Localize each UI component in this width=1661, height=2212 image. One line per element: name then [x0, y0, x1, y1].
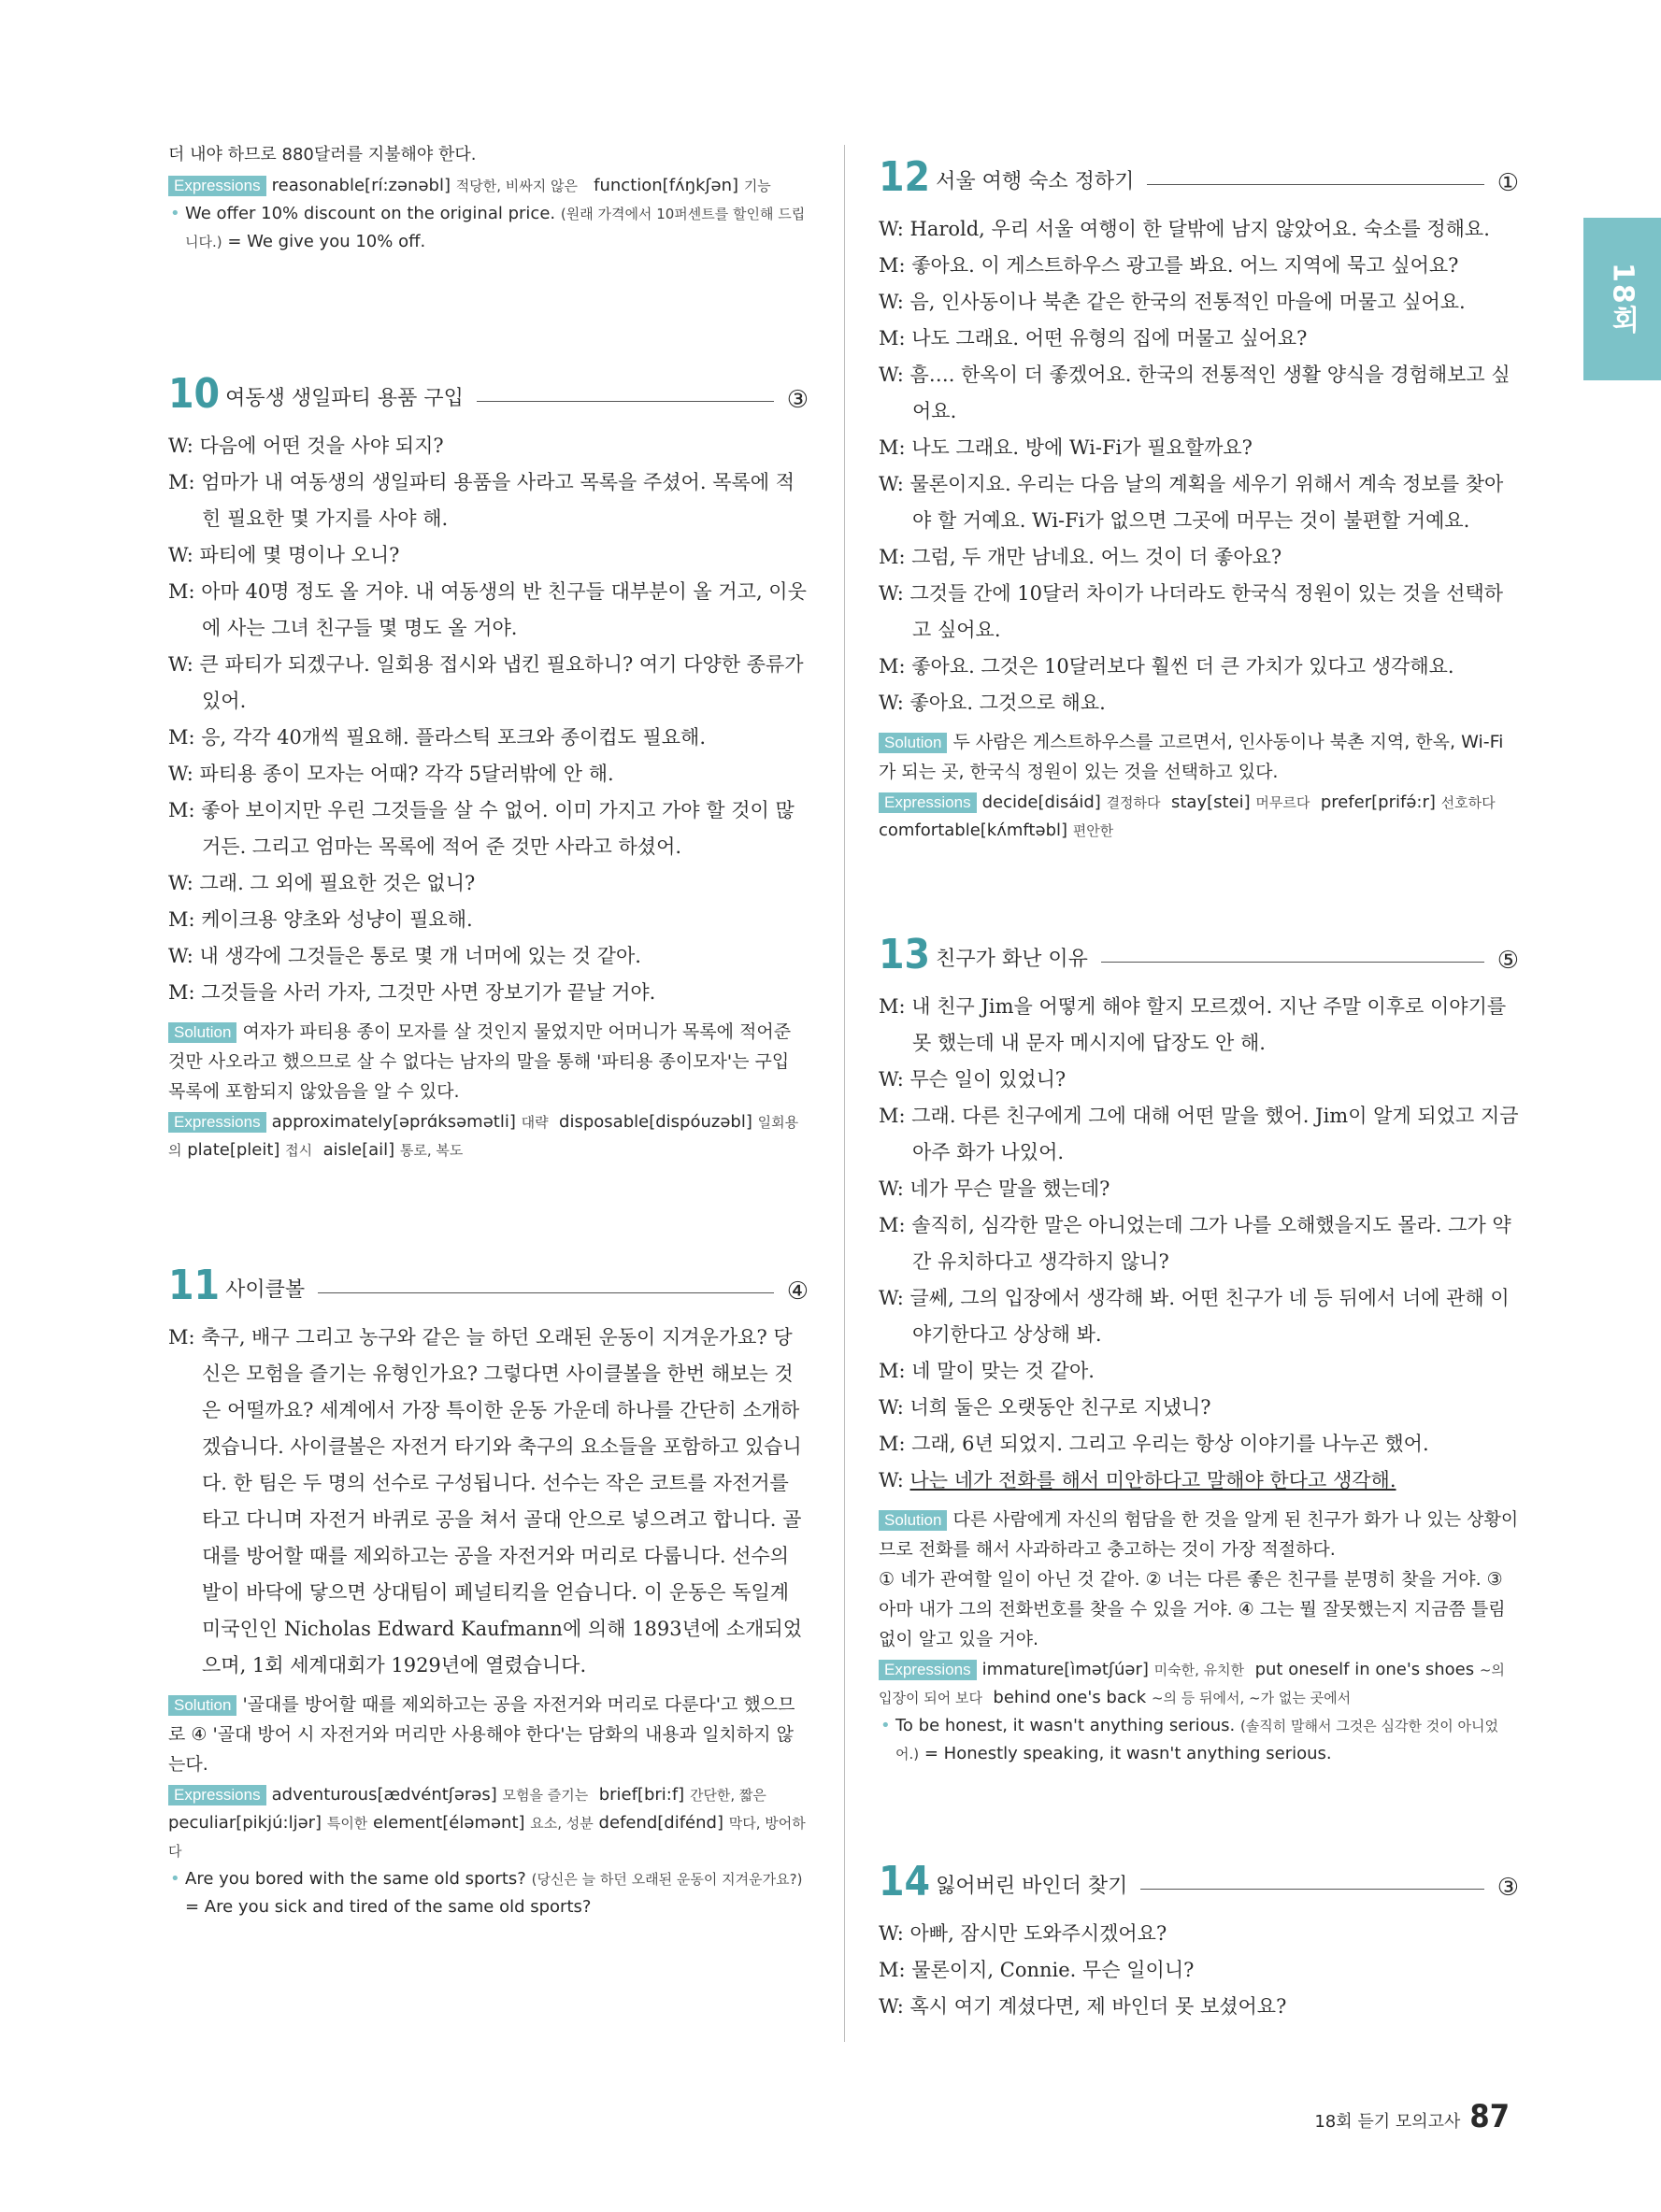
question-title: 여동생 생일파티 용품 구입 [225, 387, 464, 410]
solution-choices: ① 네가 관여할 일이 아닌 것 같아. ② 너는 다른 좋은 친구를 분명히 찾을 거야. ③ 아마 내가 그의 전화번호를 찾을 수 있을 거야. ④ 그는 뭘 잘못했는지 지금쯤 틀림없이 알고 있을 거야. [879, 1569, 1506, 1649]
expr-term: peculiar[pikjú:ljər] [168, 1813, 322, 1833]
dialogue-line: M: 좋아 보이지만 우린 그것들을 살 수 없어. 이미 가지고 가야 할 것이 많거든. 그리고 엄마는 목록에 적어 준 것만 사라고 하셨어. [168, 799, 795, 858]
bullet-0 [168, 200, 809, 256]
bullet-en: Are you bored with the same old sports? [185, 1869, 526, 1889]
page-footer [1314, 2098, 1510, 2135]
expr-term: put oneself in one's shoes [1254, 1660, 1475, 1679]
expr-term: reasonable[rí:zənəbl] [271, 176, 451, 195]
bullet-en: We offer 10% discount on the original price. [185, 204, 556, 223]
dialogue-line: M: 그럼, 두 개만 남네요. 어느 것이 더 좋아요? [879, 546, 1282, 568]
expr-term: brief[bri:f] [598, 1785, 685, 1805]
expr-term: adventurous[ædvéntʃərəs] [271, 1785, 497, 1805]
question-title: 잃어버린 바인더 찾기 [936, 1875, 1128, 1898]
dialogue-line: W: 너희 둘은 오랫동안 친구로 지냈니? [879, 1396, 1211, 1419]
answer-number: ③ [786, 386, 809, 414]
question-10-header [168, 370, 809, 418]
page-number: 87 [1469, 2098, 1510, 2135]
bullet-ko: (솔직히 말해서 그것은 심각한 것이 아니었어.) [895, 1718, 1498, 1762]
underlined-answer: 나는 네가 전화를 해서 미안하다고 말해야 한다고 생각해. [909, 1469, 1396, 1491]
question-12-expressions [879, 789, 1519, 845]
expressions-tag: Expressions [168, 1785, 266, 1805]
solution-tag: Solution [168, 1695, 236, 1716]
header-rule [1101, 962, 1484, 963]
left-column [168, 140, 809, 1921]
header-rule [1140, 1889, 1483, 1890]
answer-number: ⑤ [1496, 947, 1519, 975]
question-10-solution [168, 1017, 809, 1106]
expr-meaning: 기능 [743, 178, 771, 194]
question-number: 14 [879, 1858, 931, 1905]
header-rule [1147, 184, 1483, 185]
question-title: 사이클볼 [225, 1278, 306, 1302]
dialogue-line: M: 축구, 배구 그리고 농구와 같은 늘 하던 오래된 운동이 지겨운가요? 당신은 모험을 즐기는 유형인가요? 그렇다면 사이클볼을 한번 해보는 것은 어떨까요? 세계에서 가장 특이한 운동 가운데 하나를 간단히 소개하겠습니다. 사이클볼은 자전거 타기와 축구의 요소들을 포함하고 있습니다. 한 팀은 두 명의 선수로 구성됩니다. 선수는 작은 코트를 자전거를 타고 다니며 자전거 바퀴로 공을 쳐서 골대 안으로 넣으려고 합니다. 골대를 방어할 때를 제외하고는 공을 자전거와 머리로 다룹니다. 선수의 발이 바닥에 닿으면 상대팀이 페널티킥을 얻습니다. 이 운동은 독일계 미국인인 Nicholas Edward Kaufmann에 의해 1893년에 소개되었으며, 1회 세계대회가 1929년에 열렸습니다. [168, 1326, 802, 1677]
expr-meaning: 모험을 즐기는 [502, 1787, 589, 1804]
expr-term: function[fʌ́ŋkʃən] [594, 176, 739, 195]
header-rule [318, 1292, 774, 1293]
dialogue-line: W: 좋아요. 그것으로 해요. [879, 692, 1106, 714]
expr-meaning: 막다, 방어하다 [168, 1815, 806, 1860]
column-divider [844, 145, 845, 2042]
expr-term: comfortable[kʌ́mftəbl] [879, 821, 1068, 840]
question-14-header [879, 1858, 1519, 1905]
expr-term: stay[stei] [1170, 792, 1251, 812]
expr-meaning: 적당한, 비싸지 않은 [455, 178, 578, 194]
dialogue-line: M: 응, 각각 40개씩 필요해. 플라스틱 포크와 종이컵도 필요해. [168, 726, 707, 749]
solution-tag: Solution [879, 733, 947, 753]
header-rule [477, 401, 774, 402]
dialogue-line: M: 케이크용 양초와 성냥이 필요해. [168, 908, 473, 931]
solution-tag: Solution [879, 1510, 947, 1531]
dialogue-line: W: 파티에 몇 명이나 오니? [168, 544, 400, 566]
dialogue-line: M: 네 말이 맞는 것 같아. [879, 1360, 1095, 1382]
expr-meaning: 특이한 [326, 1815, 368, 1832]
question-number: 12 [879, 153, 931, 201]
solution-text: '골대를 방어할 때를 제외하고는 공을 자전거와 머리로 다룬다'고 했으므로 ④ '골대 방어 시 자전거와 머리만 사용해야 한다'는 담화의 내용과 일치하지 않는다. [168, 1694, 795, 1775]
question-13-bullet [879, 1712, 1519, 1768]
dialogue-line: M: 솔직히, 심각한 말은 아니었는데 그가 나를 오해했을지도 몰라. 그가 약간 유치하다고 생각하지 않니? [879, 1214, 1511, 1273]
dialogue-line: W: 물론이지요. 우리는 다음 날의 계획을 세우기 위해서 계속 정보를 찾아야 할 거예요. Wi-Fi가 없으면 그곳에 머무는 것이 불편할 거예요. [879, 473, 1504, 532]
question-13-dialogue [879, 989, 1519, 1499]
question-10-dialogue [168, 428, 809, 1011]
expr-term: approximately[əprɑ́ksəmətli] [271, 1112, 516, 1132]
dialogue-line: W: 아빠, 잠시만 도와주시겠어요? [879, 1922, 1167, 1945]
question-title: 서울 여행 숙소 정하기 [936, 170, 1135, 193]
dialogue-line: W: 음, 인사동이나 북촌 같은 한국의 전통적인 마을에 머물고 싶어요. [879, 291, 1466, 313]
expr-term: immature[ìmətʃúər] [981, 1660, 1149, 1679]
intro-line: 더 내야 하므로 880달러를 지불해야 한다. [168, 145, 477, 164]
expr-meaning: 결정하다 [1106, 794, 1161, 811]
question-12-dialogue [879, 211, 1519, 721]
expressions-tag: Expressions [879, 1660, 977, 1680]
dialogue-line: M: 나도 그래요. 어떤 유형의 집에 머물고 싶어요? [879, 327, 1308, 350]
dialogue-line: M: 좋아요. 그것은 10달러보다 훨씬 더 큰 가치가 있다고 생각해요. [879, 655, 1454, 678]
expressions-tag: Expressions [879, 792, 977, 813]
solution-tag: Solution [168, 1022, 236, 1043]
bullet-ko: (당신은 늘 하던 오래된 운동이 지겨운가요?) [531, 1871, 803, 1888]
bullet-en: = Are you sick and tired of the same old sports? [185, 1897, 592, 1917]
dialogue-line: W: 흠…. 한옥이 더 좋겠어요. 한국의 전통적인 생활 양식을 경험해보고 싶어요. [879, 364, 1511, 422]
bullet-en: = We give you 10% off. [227, 232, 426, 251]
question-10-expressions [168, 1108, 809, 1164]
footer-label: 18회 듣기 모의고사 [1314, 2112, 1461, 2132]
bullet-ko: (원래 가격에서 10퍼센트를 할인해 드립니다.) [185, 206, 806, 250]
expressions-tag: Expressions [168, 176, 266, 196]
dialogue-line: W: 무슨 일이 있었니? [879, 1068, 1067, 1091]
dialogue-line: W: 그래. 그 외에 필요한 것은 없니? [168, 872, 476, 894]
question-12-solution [879, 727, 1519, 787]
dialogue-line: W: 다음에 어떤 것을 사야 되지? [168, 435, 444, 457]
dialogue-line: M: 엄마가 내 여동생의 생일파티 용품을 사라고 목록을 주셨어. 목록에 적힌 필요한 몇 가지를 사야 해. [168, 471, 795, 530]
dialogue-line: M: 그래. 다른 친구에게 그에 대해 어떤 말을 했어. Jim이 알게 되었고 지금 아주 화가 나있어. [879, 1105, 1519, 1163]
dialogue-line: M: 좋아요. 이 게스트하우스 광고를 봐요. 어느 지역에 묵고 싶어요? [879, 254, 1459, 277]
expr-term: plate[pleit] [187, 1140, 280, 1160]
dialogue-line: W: 내 생각에 그것들은 통로 몇 개 너머에 있는 것 같아. [168, 945, 641, 967]
solution-text: 여자가 파티용 종이 모자를 살 것인지 물었지만 어머니가 목록에 적어준 것만 사오라고 했으므로 살 수 없다는 남자의 말을 통해 '파티용 종이모자'는 구입 목록에 포함되지 않았음을 알 수 있다. [168, 1021, 792, 1102]
dialogue-line: M: 그래, 6년 되었지. 그리고 우리는 항상 이야기를 나누곤 했어. [879, 1433, 1429, 1455]
question-13-header [879, 931, 1519, 978]
expr-term: decide[disáid] [981, 792, 1101, 812]
expr-meaning: 편안한 [1072, 822, 1114, 839]
expr-meaning: 일회용의 [168, 1114, 799, 1159]
expressions-0 [168, 172, 809, 200]
question-14-dialogue [879, 1916, 1519, 2025]
expressions-tag: Expressions [168, 1112, 266, 1133]
expr-term: disposable[dispóuzəbl] [559, 1112, 752, 1132]
dialogue-line: M: 그것들을 사러 가자, 그것만 사면 장보기가 끝날 거야. [168, 981, 656, 1004]
expr-meaning: 통로, 복도 [399, 1142, 464, 1159]
question-number: 11 [168, 1262, 221, 1309]
expr-meaning: 미숙한, 유치한 [1153, 1662, 1245, 1678]
question-11-dialogue [168, 1320, 809, 1684]
dialogue-line: W: 혹시 여기 계셨다면, 제 바인더 못 보셨어요? [879, 1995, 1287, 2018]
question-11-solution [168, 1690, 809, 1779]
question-11-bullet [168, 1865, 809, 1921]
question-13-expressions [879, 1656, 1519, 1712]
solution-text: 두 사람은 게스트하우스를 고르면서, 인사동이나 북촌 지역, 한옥, Wi-Fi가 되는 곳, 한국식 정원이 있는 것을 선택하고 있다. [879, 732, 1504, 782]
expr-term: aisle[ail] [322, 1140, 395, 1160]
expr-term: defend[difénd] [598, 1813, 723, 1833]
expr-meaning: 대략 [521, 1114, 549, 1131]
dialogue-line: W: 큰 파티가 되겠구나. 일회용 접시와 냅킨 필요하니? 여기 다양한 종류가 있어. [168, 653, 804, 712]
dialogue-line: M: 물론이지, Connie. 무슨 일이니? [879, 1959, 1195, 1981]
question-number: 10 [168, 370, 221, 418]
question-title: 친구가 화난 이유 [936, 948, 1088, 971]
expr-meaning: 간단한, 짧은 [689, 1787, 766, 1804]
dialogue-line: W: 파티용 종이 모자는 어때? 각각 5달러밖에 안 해. [168, 763, 614, 785]
expr-meaning: 요소, 성분 [530, 1815, 594, 1832]
side-tab-label: 18회 [1606, 263, 1640, 335]
question-11-header [168, 1262, 809, 1309]
dialogue-line: M: 나도 그래요. 방에 Wi-Fi가 필요할까요? [879, 436, 1253, 459]
expr-meaning: 머무르다 [1255, 794, 1310, 811]
question-number: 13 [879, 931, 931, 978]
solution-text: 다른 사람에게 자신의 험담을 한 것을 알게 된 친구가 화가 나 있는 상황이므로 전화를 해서 사과하라고 충고하는 것이 가장 적절하다. [879, 1509, 1519, 1560]
expr-meaning: 선호하다 [1440, 794, 1496, 811]
dialogue-line: W: 그것들 간에 10달러 차이가 나더라도 한국식 정원이 있는 것을 선택하고 싶어요. [879, 582, 1504, 641]
side-tab [1583, 218, 1661, 380]
dialogue-line: W: 네가 무슨 말을 했는데? [879, 1177, 1110, 1200]
answer-number: ④ [786, 1277, 809, 1306]
dialogue-line: W: 글쎄, 그의 입장에서 생각해 봐. 어떤 친구가 네 등 뒤에서 너에 관해 이야기한다고 상상해 봐. [879, 1287, 1510, 1346]
bullet-en: To be honest, it wasn't anything serious. [895, 1716, 1236, 1735]
expr-meaning: 접시 [285, 1142, 313, 1159]
expr-term: behind one's back [993, 1688, 1147, 1707]
answer-number: ① [1496, 169, 1519, 197]
expr-meaning: ~의 입장이 되어 보다 [879, 1662, 1505, 1706]
dialogue-line-answer [879, 1463, 1519, 1499]
question-12-header [879, 153, 1519, 201]
question-11-expressions [168, 1781, 809, 1865]
bullet-en: = Honestly speaking, it wasn't anything serious. [924, 1744, 1332, 1763]
dialogue-line: M: 내 친구 Jim을 어떻게 해야 할지 모르겠어. 지난 주말 이후로 이야기를 못 했는데 내 문자 메시지에 답장도 안 해. [879, 995, 1507, 1054]
speaker-prefix: W: [879, 1469, 910, 1491]
answer-number: ③ [1496, 1874, 1519, 1902]
question-13-solution [879, 1505, 1519, 1564]
expr-term: element[éləmənt] [373, 1813, 525, 1833]
expr-meaning: ~의 등 뒤에서, ~가 없는 곳에서 [1151, 1690, 1352, 1706]
right-column [879, 153, 1519, 2025]
dialogue-line: W: Harold, 우리 서울 여행이 한 달밖에 남지 않았어요. 숙소를 정해요. [879, 218, 1490, 240]
dialogue-line: M: 아마 40명 정도 올 거야. 내 여동생의 반 친구들 대부분이 올 거고, 이웃에 사는 그녀 친구들 몇 명도 올 거야. [168, 580, 807, 639]
expr-term: prefer[prifə́:r] [1320, 792, 1436, 812]
